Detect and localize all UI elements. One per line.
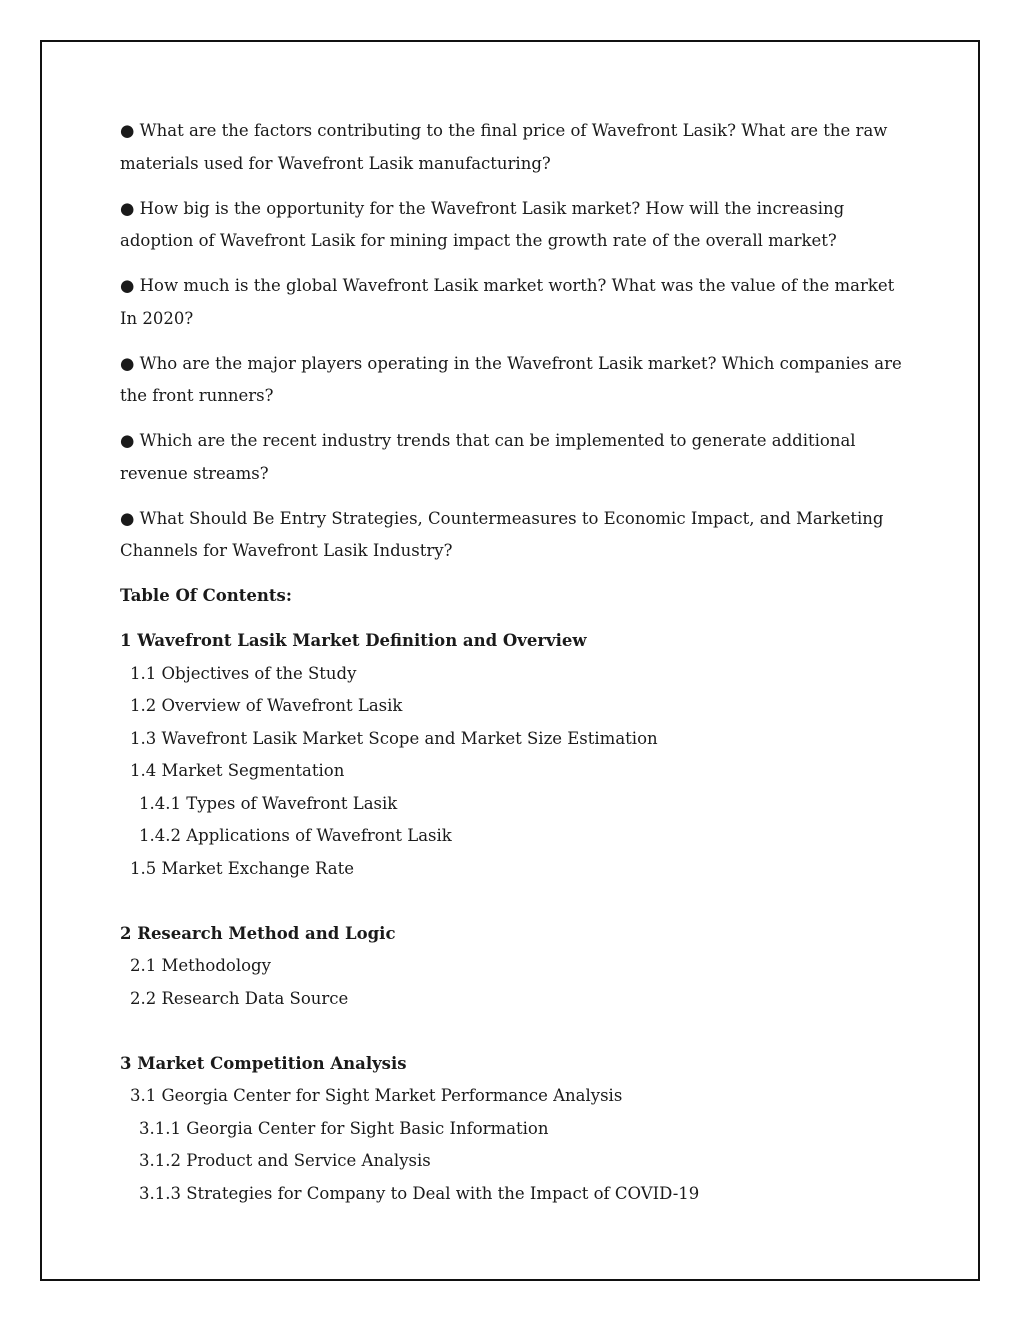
toc-item: 1.5 Market Exchange Rate bbox=[130, 858, 355, 878]
toc-item: 2.1 Methodology bbox=[130, 956, 271, 975]
toc-subitem: 1.4.2 Applications of Wavefront Lasik bbox=[139, 826, 452, 845]
toc-chapter-heading: 3 Market Competition Analysis bbox=[120, 1053, 407, 1073]
question-bullet: ● Which are the recent industry trends that can be implemented to generate additional revenue streams? bbox=[120, 431, 856, 483]
question-bullet: ● How big is the opportunity for the Wavefront Lasik market? How will the increasing adoption of Wavefront Lasik for mining impact the growth rate of the overall market? bbox=[120, 198, 845, 250]
toc-item: 1.2 Overview of Wavefront Lasik bbox=[130, 696, 403, 715]
toc-subitem: 1.4.1 Types of Wavefront Lasik bbox=[139, 793, 398, 813]
toc-chapter-heading: 1 Wavefront Lasik Market Definition and Overview bbox=[120, 631, 587, 650]
toc-item: 2.2 Research Data Source bbox=[130, 988, 349, 1008]
document-content bbox=[120, 115, 910, 1210]
toc-item: 1.3 Wavefront Lasik Market Scope and Market Size Estimation bbox=[130, 728, 658, 748]
toc-subitem: 3.1.3 Strategies for Company to Deal with the Impact of COVID-19 bbox=[139, 1183, 700, 1203]
toc-subitem: 3.1.2 Product and Service Analysis bbox=[139, 1151, 431, 1170]
toc-item: 3.1 Georgia Center for Sight Market Performance Analysis bbox=[130, 1086, 623, 1105]
toc-section-2 bbox=[120, 918, 910, 1016]
toc-title: Table Of Contents: bbox=[120, 586, 292, 605]
question-bullet: ● How much is the global Wavefront Lasik market worth? What was the value of the market In 2020? bbox=[120, 276, 895, 328]
toc-section-3 bbox=[120, 1048, 910, 1211]
toc-item: 1.4 Market Segmentation bbox=[130, 761, 345, 780]
toc-section-1 bbox=[120, 625, 910, 885]
toc-item: 1.1 Objectives of the Study bbox=[130, 663, 357, 683]
question-bullet: ● Who are the major players operating in the Wavefront Lasik market? Which companies are the front runners? bbox=[120, 353, 902, 405]
toc-chapter-heading: 2 Research Method and Logic bbox=[120, 923, 396, 943]
toc-subitem: 3.1.1 Georgia Center for Sight Basic Information bbox=[139, 1118, 549, 1138]
question-bullet: ● What Should Be Entry Strategies, Countermeasures to Economic Impact, and Marketing Channels for Wavefront Lasik Industry? bbox=[120, 508, 884, 560]
question-bullet: ● What are the factors contributing to the final price of Wavefront Lasik? What are the raw materials used for Wavefront Lasik manufacturing? bbox=[120, 121, 888, 173]
